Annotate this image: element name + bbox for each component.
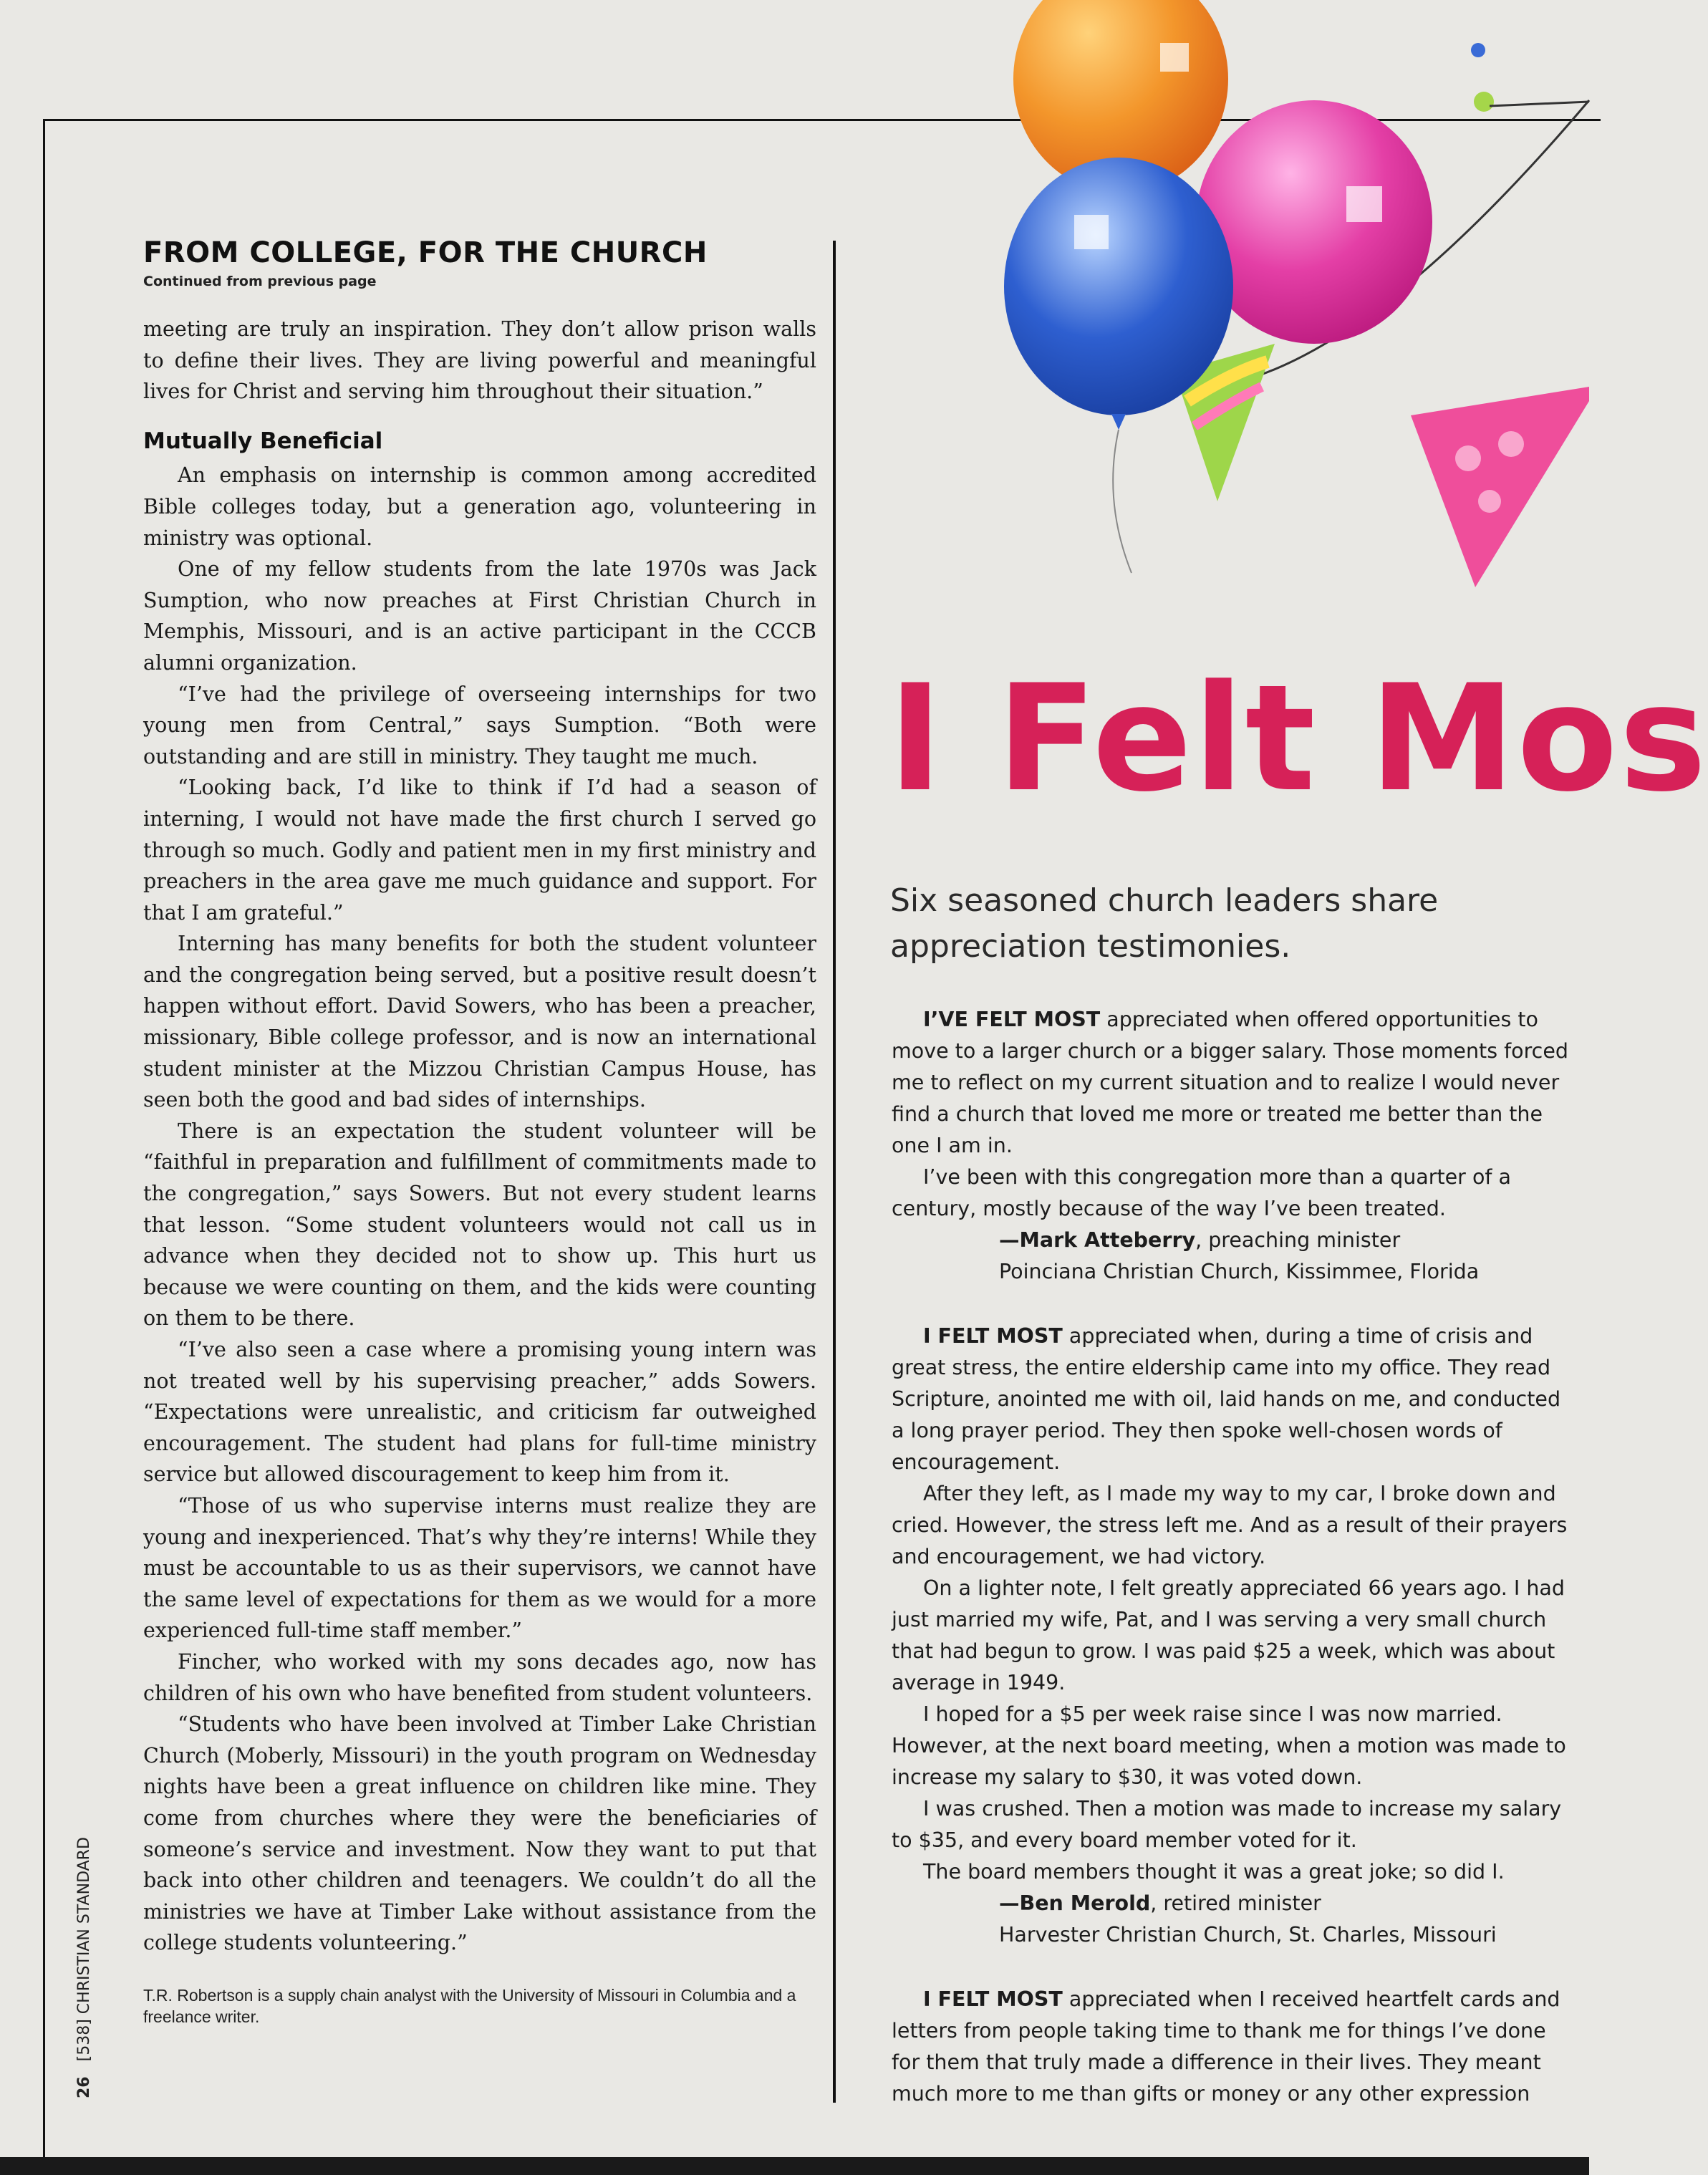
paragraph: “Looking back, I’d like to think if I’d had a season of interning, I would not have made the first church I served go through so much. Godly and patient men in my first ministry and preachers in the area gave me much guidance and support. For that I am grateful.” xyxy=(143,776,816,925)
paragraph: One of my fellow students from the late 1970s was Jack Sumption, who now preaches at First Christian Church in Memphis, Missouri, and is an active participant in the CCCB alumni organization. xyxy=(143,557,816,675)
author-church: Poinciana Christian Church, Kissimmee, Florida xyxy=(999,1260,1480,1283)
paragraph: There is an expectation the student volunteer will be “faithful in preparation and fulfillment of commitments made to the congregation,” says Sowers. But not every student learns that lesson. “Some student volunteers would not call us in advance when they decided not to show up. This hurt us because we were counting on them, and the kids were counting on them to be there. xyxy=(143,1119,816,1331)
article-column xyxy=(143,236,816,2027)
dot-icon xyxy=(1474,92,1494,112)
blue-balloon-icon xyxy=(1004,158,1233,573)
paragraph: I’ve been with this congregation more than a quarter of a century, mostly because of the way I’ve been treated. xyxy=(892,1165,1511,1220)
paragraph: I FELT MOST appreciated when I received heartfelt cards and letters from people taking time to thank me for things I’ve done for them that truly made a difference in their lives. They meant much more to me than gifts or money or any other expression xyxy=(892,1987,1560,2106)
paragraph: After they left, as I made my way to my car, I broke down and cried. However, the stress left me. And as a result of their prayers and encouragement, we had victory. xyxy=(892,1482,1568,1568)
lead-in: I FELT MOST xyxy=(923,1324,1063,1348)
paragraph: I was crushed. Then a motion was made to increase my salary to $35, and every board member voted for it. xyxy=(892,1797,1562,1852)
paragraph: I FELT MOST appreciated when, during a time of crisis and great stress, the entire eldership came into my office. They read Scripture, anointed me with oil, laid hands on me, and conducted a long prayer period. They then spoke well-chosen words of encouragement. xyxy=(892,1324,1561,1474)
testimony xyxy=(892,1321,1572,1951)
paragraph: The board members thought it was a great joke; so did I. xyxy=(923,1860,1505,1884)
paragraph: An emphasis on internship is common among accredited Bible colleges today, but a generation ago, volunteering in ministry was optional. xyxy=(143,463,816,550)
article-body xyxy=(143,314,816,1959)
column-divider xyxy=(833,241,836,2103)
headline: I Felt Mos xyxy=(888,654,1708,824)
page-edge xyxy=(0,2157,1589,2175)
testimony xyxy=(892,1004,1572,1288)
author-name: —Mark Atteberry xyxy=(999,1228,1196,1252)
paragraph: Interning has many benefits for both the student volunteer and the congregation being served, but a positive result doesn’t happen without effort. David Sowers, who has been a preacher, missionary, Bible college professor, and is now an international student minister at the Mizzou Christian Campus House, has seen both the good and bad sides of internships. xyxy=(143,932,816,1112)
subhead: Mutually Beneficial xyxy=(143,428,383,454)
paragraph: On a lighter note, I felt greatly appreciated 66 years ago. I had just married my wife, Pat, and I was serving a very small church that had begun to grow. I was paid $25 a week, which was about average in 1949. xyxy=(892,1576,1565,1694)
paragraph: “I’ve had the privilege of overseeing internships for two young men from Central,” says Sumption. “Both were outstanding and are still in ministry. They taught me much. xyxy=(143,682,816,768)
paragraph: “I’ve also seen a case where a promising young intern was not treated well by his supervising preacher,” adds Sowers. “Expectations were unrealistic, and criticism far outweighed encouragement. The student had plans for full-time ministry service but allowed discouragement to keep him from it. xyxy=(143,1338,816,1487)
paragraph: I’VE FELT MOST appreciated when offered opportunities to move to a larger church or a bigger salary. Those moments forced me to reflect on my current situation and to realize I would never find a church that loved me more or treated me better than the one I am in. xyxy=(892,1008,1568,1157)
paragraph: meeting are truly an inspiration. They don’t allow prison walls to define their lives. They are living powerful and meaningful lives for Christ and serving him throughout their situation.” xyxy=(143,317,816,404)
paragraph: “Students who have been involved at Timber Lake Christian Church (Moberly, Missouri) in the youth program on Wednesday nights have been a great influence on children like mine. They come from churches where they were the beneficiaries of someone’s service and investment. Now they want to put that back into other children and teenagers. We couldn’t do all the ministries we have at Timber Lake without assistance from the college students volunteering.” xyxy=(143,1712,816,1955)
author-name: —Ben Merold xyxy=(999,1891,1151,1915)
pennant-pink-icon xyxy=(1411,387,1589,587)
magazine-name: CHRISTIAN STANDARD xyxy=(75,1837,93,2015)
signature: —Mark Atteberry, preaching minister xyxy=(999,1228,1401,1252)
page-number: 26 xyxy=(75,2076,93,2098)
author-bio: T.R. Robertson is a supply chain analyst with the University of Missouri in Columbia and a freelance writer. xyxy=(143,1985,796,2026)
lead-in: I FELT MOST xyxy=(923,1987,1063,2011)
folio xyxy=(75,1837,93,2098)
continued-note: Continued from previous page xyxy=(143,274,377,289)
testimony xyxy=(892,1984,1572,2110)
paragraph: I hoped for a $5 per week raise since I was now married. However, at the next board meeting, when a motion was made to increase my salary to $30, it was voted down. xyxy=(892,1702,1566,1789)
balloons-illustration xyxy=(845,0,1589,645)
testimonies-column xyxy=(892,1004,1572,2143)
paragraph: “Those of us who supervise interns must realize they are young and inexperienced. That’s why they’re interns! While they must be accountable to us as their supervisors, we cannot have the same level of expectations for them as we would for a more experienced full-time staff member.” xyxy=(143,1493,816,1643)
issue-number: [538] xyxy=(75,2019,93,2062)
author-church: Harvester Christian Church, St. Charles, Missouri xyxy=(999,1923,1497,1947)
deck: Six seasoned church leaders share appreciation testimonies. xyxy=(890,882,1439,965)
section-title: FROM COLLEGE, FOR THE CHURCH xyxy=(143,236,708,269)
dot-icon xyxy=(1471,43,1485,57)
lead-in: I’VE FELT MOST xyxy=(923,1008,1101,1031)
paragraph: Fincher, who worked with my sons decades ago, now has children of his own who have benefited from student volunteers. xyxy=(143,1649,816,1705)
signature: —Ben Merold, retired minister xyxy=(999,1891,1321,1915)
